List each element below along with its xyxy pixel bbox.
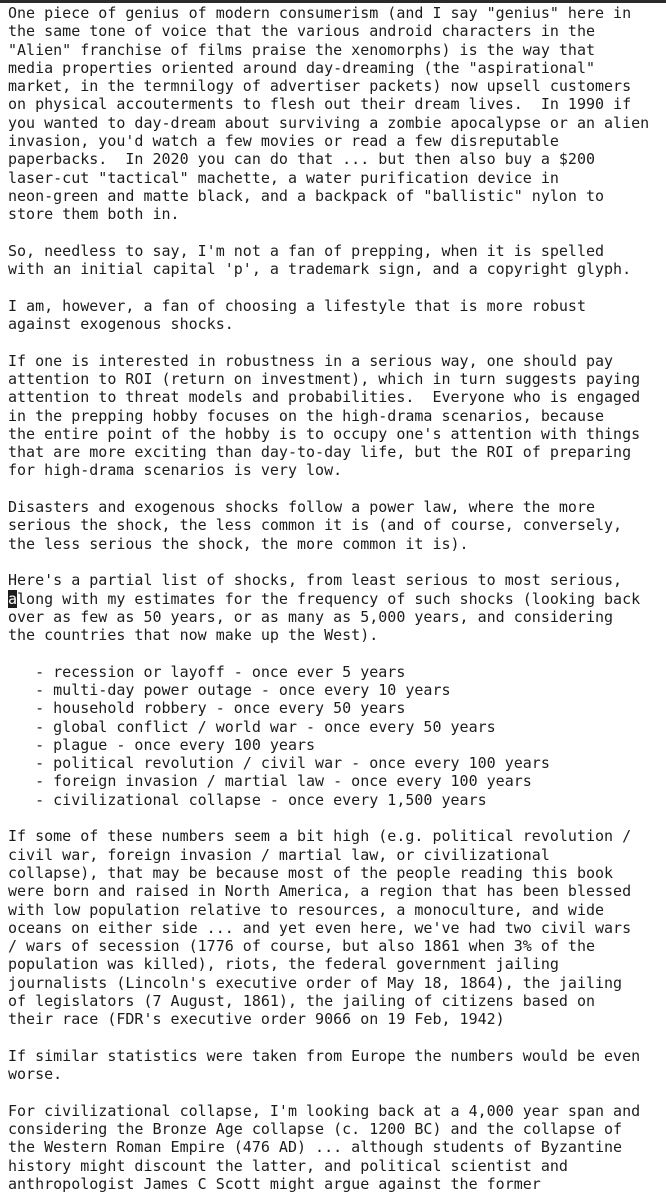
text-editor-body[interactable] xyxy=(8,4,664,1193)
blank-line xyxy=(8,1084,664,1102)
window-top-border xyxy=(0,0,666,3)
text-line: the less serious the shock, the more common it is). xyxy=(8,534,469,553)
text-line: serious the shock, the less common it is (and of course, conversely, xyxy=(8,516,623,535)
text-line: the entire point of the hobby is to occupy one's attention with things xyxy=(8,424,641,443)
text-line: anthropologist James C Scott might argue against the former xyxy=(8,1175,541,1193)
text-line: - civilizational collapse - once every 1,500 years xyxy=(8,790,487,809)
text-line: - foreign invasion / martial law - once every 100 years xyxy=(8,772,532,791)
text-line: that are more exciting than day-to-day life, but the ROI of preparing xyxy=(8,443,632,462)
text-line: So, needless to say, I'm not a fan of prepping, when it is spelled xyxy=(8,241,605,260)
text-line: in the prepping hobby focuses on the high-drama scenarios, because xyxy=(8,406,605,425)
text-line: One piece of genius of modern consumerism (and I say "genius" here in xyxy=(8,4,632,22)
text-line: For civilizational collapse, I'm looking back at a 4,000 year span and xyxy=(8,1101,641,1120)
text-line: worse. xyxy=(8,1065,63,1084)
blank-line xyxy=(8,333,664,351)
text-line: with low population relative to resources, a monoculture, and wide xyxy=(8,900,605,919)
text-line-with-cursor xyxy=(8,590,664,608)
blank-line xyxy=(8,644,664,662)
blank-line xyxy=(8,1029,664,1047)
blank-line xyxy=(8,224,664,242)
text-cursor: a xyxy=(8,589,18,608)
text-line-content: long with my estimates for the frequency of such shocks (looking back xyxy=(17,589,641,608)
blank-line xyxy=(8,809,664,827)
text-line: - political revolution / civil war - once every 100 years xyxy=(8,754,550,773)
blank-line xyxy=(8,278,664,296)
text-line: media properties oriented around day-dreaming (the "aspirational" xyxy=(8,58,595,77)
text-line: history might discount the latter, and political scientist and xyxy=(8,1156,568,1175)
text-line: population was killed), riots, the federal government jailing xyxy=(8,955,559,974)
text-line: / wars of secession (1776 of course, but also 1861 when 3% of the xyxy=(8,937,595,956)
text-line: civil war, foreign invasion / martial law, or civilizational xyxy=(8,845,550,864)
text-line: considering the Bronze Age collapse (c. 1200 BC) and the collapse of xyxy=(8,1120,623,1139)
text-line: "Alien" franchise of films praise the xenomorphs) is the way that xyxy=(8,40,595,59)
blank-line xyxy=(8,480,664,498)
text-line: store them both in. xyxy=(8,205,180,224)
text-line: the Western Roman Empire (476 AD) ... although students of Byzantine xyxy=(8,1138,623,1157)
blank-line xyxy=(8,553,664,571)
text-line: Disasters and exogenous shocks follow a power law, where the more xyxy=(8,498,595,517)
text-line: for high-drama scenarios is very low. xyxy=(8,461,343,480)
text-line: If some of these numbers seem a bit high (e.g. political revolution / xyxy=(8,827,632,846)
text-line: I am, however, a fan of choosing a lifestyle that is more robust xyxy=(8,296,586,315)
text-line: attention to threat models and probabilities. Everyone who is engaged xyxy=(8,388,641,407)
text-line: attention to ROI (return on investment), which in turn suggests paying xyxy=(8,369,641,388)
text-line: - recession or layoff - once ever 5 years xyxy=(8,662,406,681)
text-line: market, in the termnilogy of advertiser packets) now upsell customers xyxy=(8,77,632,96)
text-line: If similar statistics were taken from Europe the numbers would be even xyxy=(8,1046,641,1065)
text-line: - plague - once every 100 years xyxy=(8,735,316,754)
text-line: oceans on either side ... and yet even here, we've had two civil wars xyxy=(8,918,632,937)
text-line: If one is interested in robustness in a serious way, one should pay xyxy=(8,351,614,370)
text-line: the same tone of voice that the various android characters in the xyxy=(8,22,595,41)
text-line: you wanted to day-dream about surviving a zombie apocalypse or an alien xyxy=(8,113,650,132)
text-line: collapse), that may be because most of the people reading this book xyxy=(8,863,614,882)
text-line: - household robbery - once every 50 years xyxy=(8,699,406,718)
text-line: - global conflict / world war - once every 50 years xyxy=(8,717,496,736)
text-line: - multi-day power outage - once every 10 years xyxy=(8,680,451,699)
text-line: were born and raised in North America, a region that has been blessed xyxy=(8,882,632,901)
text-line: with an initial capital 'p', a trademark sign, and a copyright glyph. xyxy=(8,260,632,279)
text-line: over as few as 50 years, or as many as 5,000 years, and considering xyxy=(8,607,614,626)
text-line: against exogenous shocks. xyxy=(8,315,234,334)
text-line: the countries that now make up the West). xyxy=(8,626,379,645)
text-line: invasion, you'd watch a few movies or read a few disreputable xyxy=(8,132,559,151)
text-line: on physical accouterments to flesh out their dream lives. In 1990 if xyxy=(8,95,632,114)
text-line: neon-green and matte black, and a backpack of "ballistic" nylon to xyxy=(8,186,605,205)
text-line: Here's a partial list of shocks, from least serious to most serious, xyxy=(8,571,623,590)
text-line: their race (FDR's executive order 9066 on 19 Feb, 1942) xyxy=(8,1010,505,1029)
text-line: of legislators (7 August, 1861), the jailing of citizens based on xyxy=(8,992,595,1011)
text-line: laser-cut "tactical" machette, a water purification device in xyxy=(8,168,559,187)
text-line: journalists (Lincoln's executive order of May 18, 1864), the jailing xyxy=(8,973,623,992)
text-line: paperbacks. In 2020 you can do that ... but then also buy a $200 xyxy=(8,150,595,169)
